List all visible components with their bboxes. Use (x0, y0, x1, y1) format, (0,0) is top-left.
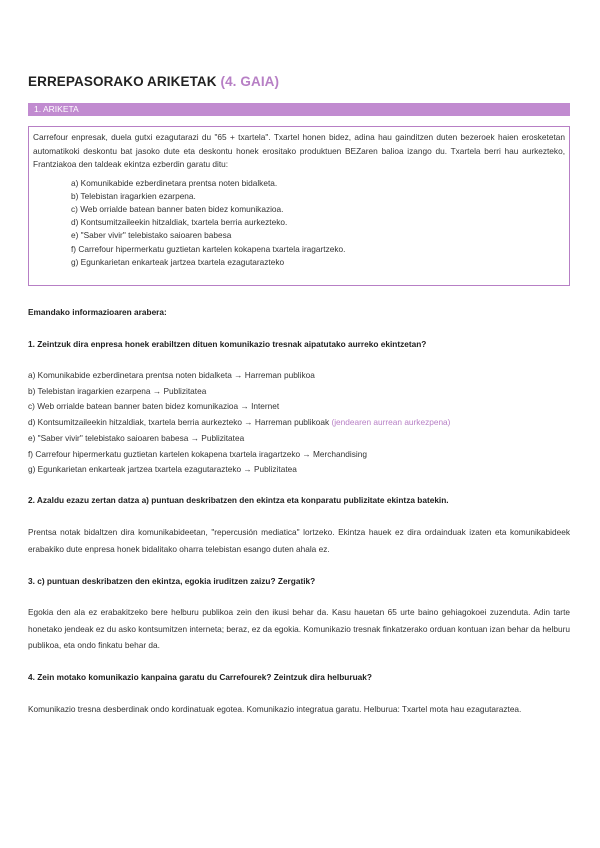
question-1-answers (28, 368, 570, 478)
action-item: f) Carrefour hipermerkatu guztietan kartelen kokapena txartela iragartzeko. (71, 243, 346, 254)
question-3: 3. c) puntuan deskribatzen den ekintza, egokia iruditzen zaizu? Zergatik? (28, 576, 316, 586)
answer-item: f) Carrefour hipermerkatu guztietan kartelen kokapena txartela iragartzeko → Merchandising (28, 448, 367, 459)
page-title (28, 74, 279, 89)
title-accent: (4. GAIA) (220, 74, 280, 89)
action-item: b) Telebistan iragarkien ezarpena. (71, 190, 196, 201)
answer-note: (jendearen aurrean aurkezpena) (331, 417, 451, 428)
answer-item: b) Telebistan iragarkien ezarpena → Publizitatea (28, 385, 207, 396)
action-item: d) Kontsumitzaileekin hitzaldiak, txartela berria aurkezteko. (71, 217, 288, 228)
answer-item: e) "Saber vivir" telebistako saioaren babesa → Publizitatea (28, 432, 245, 443)
action-item: g) Egunkarietan enkarteak jartzea txartela ezagutarazteko (71, 256, 285, 267)
title-main: ERREPASORAKO ARIKETAK (28, 74, 217, 89)
exercise-statement-box (28, 126, 570, 286)
answer-3: Egokia den ala ez erabakitzeko bere helburu publikoa zein den ikusi behar da. Kasu hauetan 65 urte baino gehiagokoei zuzenduta. Adin tarte honetako jendeak ez du asko kontsumitzen interneta; beraz, ez da egokia. Komunikazio tresnak finkatzerako orduan kontuan izan behar da helburu publikoa, eta ondo finkatu behar da. (28, 607, 570, 650)
question-1: 1. Zeintzuk dira enpresa honek erabiltzen dituen komunikazio tresnak aipatutako aurreko ekintzetan? (28, 339, 427, 349)
question-4: 4. Zein motako komunikazio kanpaina garatu du Carrefourek? Zeintzuk dira helburuak? (28, 672, 372, 682)
action-item: a) Komunikabide ezberdinetara prentsa noten bidalketa. (71, 177, 278, 188)
intro-text: Carrefour enpresak, duela gutxi ezagutarazi du "65 + txartela". Txartel honen bidez, adina hau gainditzen duten bezeroek haien erosketetan automatikoki deskontu bat jasoko dute eta deskontu honek erositako produktuen BEZaren balioa izango du. Txartela berri hau aurkezteko, Frantziakoa den taldeak ekintza ezberdin garatu ditu: (33, 132, 565, 169)
lead-text: Emandako informazioaren arabera: (28, 307, 167, 317)
answer-4: Komunikazio tresna desberdinak ondo kordinatuak egotea. Komunikazio integratua garatu. Helburua: Txartel mota hau ezagutaraztea. (28, 704, 522, 714)
answer-item: c) Web orrialde batean banner baten bidez komunikazioa → Internet (28, 401, 280, 412)
question-2: 2. Azaldu ezazu zertan datza a) puntuan deskribatzen den ekintza eta konparatu publizitate ekintza batekin. (28, 495, 449, 505)
answer-2: Prentsa notak bidaltzen dira komunikabideetan, "repercusión mediatica" lortzeko. Ekintza hauek ez dira ordainduak izaten eta komunikabideek erabakiko dute enpresa honek bidalitako oharra telebistan esango duten ahala ez. (28, 527, 570, 554)
section-header: 1. ARIKETA (28, 103, 570, 116)
answer-item: d) Kontsumitzaileekin hitzaldiak, txartela berria aurkezteko → Harreman publikoak (jendearen aurrean aurkezpena) (28, 417, 451, 428)
answer-item: a) Komunikabide ezberdinetara prentsa noten bidalketa → Harreman publikoa (28, 370, 315, 380)
action-item: e) "Saber vivir" telebistako saioaren babesa (71, 230, 232, 241)
answer-item: g) Egunkarietan enkarteak jartzea txartela ezagutarazteko → Publizitatea (28, 464, 297, 475)
actions-list (33, 177, 565, 269)
action-item: c) Web orrialde batean banner baten bidez komunikazioa. (71, 203, 284, 214)
